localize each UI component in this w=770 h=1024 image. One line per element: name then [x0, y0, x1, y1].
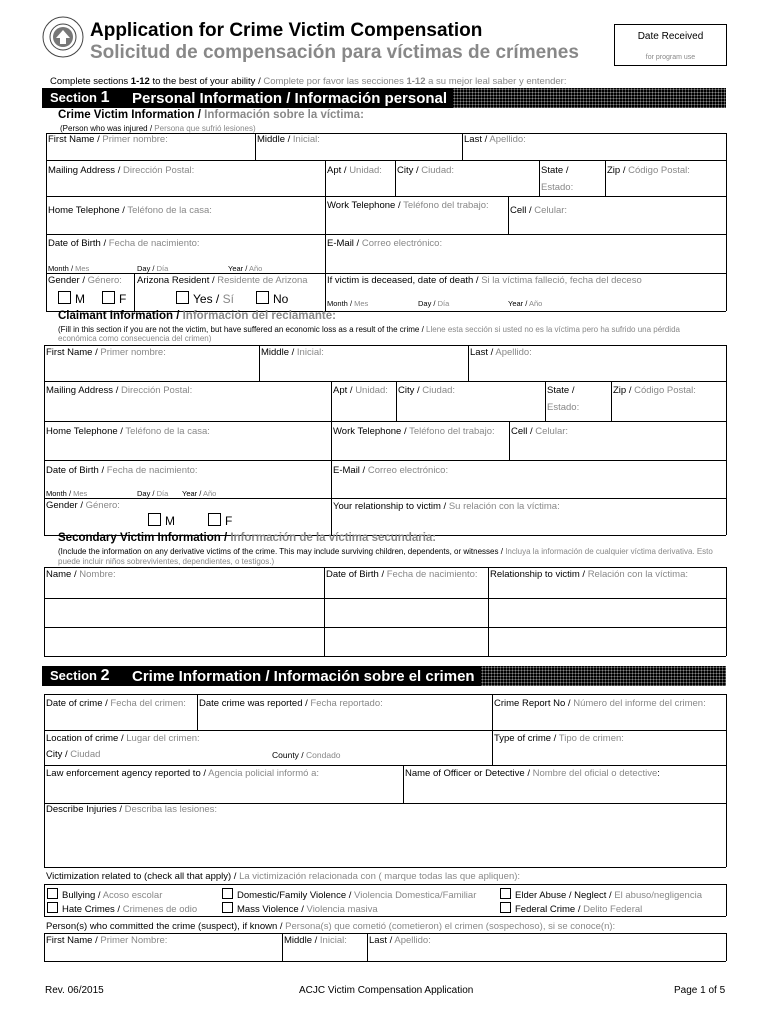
- claimant-middle-field[interactable]: Middle / Inicial:: [261, 347, 324, 358]
- claimant-gender-f-checkbox[interactable]: F: [208, 513, 232, 528]
- program-use-label: for program use: [645, 54, 696, 61]
- federal-crime-checkbox[interactable]: Federal Crime / Delito Federal: [500, 902, 642, 915]
- city-field[interactable]: City / Ciudad:: [397, 165, 455, 176]
- law-enforcement-agency-field[interactable]: Law enforcement agency reported to / Agencia policial informó a:: [46, 768, 320, 779]
- type-of-crime-field[interactable]: Type of crime / Tipo de crimen:: [494, 733, 624, 744]
- dob-day-label: Day / Día: [137, 264, 169, 273]
- work-telephone-field[interactable]: Work Telephone / Teléfono del trabajo:: [327, 200, 489, 211]
- claimant-note: (Fill in this section if you are not the victim, but have suffered an economic loss as a result of the crime / Llene esta sección si usted no es la víctima pero ha sufrido una pérdida económica como consecuencia del crimen): [58, 325, 680, 343]
- claimant-zip-field[interactable]: Zip / Código Postal:: [613, 385, 696, 396]
- domestic-violence-checkbox[interactable]: Domestic/Family Violence / Violencia Domestica/Familiar: [222, 888, 476, 901]
- middle-field[interactable]: Middle / Inicial:: [257, 134, 320, 145]
- victim-note: (Person who was injured / Persona que sufrió lesiones): [60, 124, 256, 133]
- footer-page-number: Page 1 of 5: [674, 985, 726, 996]
- date-of-crime-field[interactable]: Date of crime / Fecha del crimen:: [46, 698, 186, 709]
- secondary-dob-field[interactable]: Date of Birth / Fecha de nacimiento:: [326, 569, 478, 580]
- dob-month-label: Month / Mes: [48, 264, 90, 273]
- suspect-label: Person(s) who committed the crime (suspect), if known / Persona(s) que cometió (cometieron) el crimen (sospechoso), si se conoce(n):: [46, 921, 616, 932]
- claimant-email-field[interactable]: E-Mail / Correo electrónico:: [333, 465, 449, 476]
- date-received-box[interactable]: [614, 24, 727, 66]
- victim-heading: Crime Victim Information / Información sobre la víctima:: [58, 109, 364, 121]
- elder-abuse-checkbox[interactable]: Elder Abuse / Neglect / El abuso/negligencia: [500, 888, 702, 901]
- claimant-apt-field[interactable]: Apt / Unidad:: [333, 385, 388, 396]
- cell-field[interactable]: Cell / Celular:: [510, 205, 568, 216]
- home-telephone-field[interactable]: Home Telephone / Teléfono de la casa:: [48, 205, 212, 216]
- section-1-title: Personal Information / Información personal: [132, 89, 448, 107]
- claimant-gender-m-checkbox[interactable]: M: [148, 513, 175, 528]
- claimant-city-field[interactable]: City / Ciudad:: [398, 385, 456, 396]
- claimant-dob-field[interactable]: Date of Birth / Fecha de nacimiento:: [46, 465, 198, 476]
- crime-report-no-field[interactable]: Crime Report No / Número del informe del crimen:: [494, 698, 706, 709]
- state-field[interactable]: State /: [541, 165, 569, 176]
- footer-title: ACJC Victim Compensation Application: [299, 985, 474, 996]
- claimant-home-tel-field[interactable]: Home Telephone / Teléfono de la casa:: [46, 426, 210, 437]
- crime-city-field[interactable]: City / Ciudad: [46, 749, 101, 760]
- suspect-last-field[interactable]: Last / Apellido:: [369, 935, 431, 946]
- victimization-label: Victimization related to (check all that apply) / La victimización relacionada con ( marque todas las que apliquen):: [46, 871, 521, 882]
- claimant-state-field[interactable]: State /: [547, 385, 575, 396]
- title-es: Solicitud de compensación para víctimas de crímenes: [90, 42, 579, 63]
- gender-m-checkbox[interactable]: M: [58, 291, 85, 306]
- mass-violence-checkbox[interactable]: Mass Violence / Violencia masiva: [222, 902, 378, 915]
- location-of-crime-field[interactable]: Location of crime / Lugar del crimen:: [46, 733, 200, 744]
- dob-field[interactable]: Date of Birth / Fecha de nacimiento:: [48, 238, 200, 249]
- secondary-name-field[interactable]: Name / Nombre:: [46, 569, 116, 580]
- last-field[interactable]: Last / Apellido:: [464, 134, 526, 145]
- secondary-note: (Include the information on any derivative victims of the crime. This may include surviving children, dependents, or witnesses / Incluya la información de cualquier víctima derivativa. Esto puede incluir niños sobrevivientes, dependientes, o testigos.): [58, 547, 713, 566]
- claimant-dob-day-label: Day / Día: [137, 489, 169, 498]
- dob-year-label: Year / Año: [228, 264, 263, 273]
- apt-field[interactable]: Apt / Unidad:: [327, 165, 382, 176]
- date-reported-field[interactable]: Date crime was reported / Fecha reportado:: [199, 698, 383, 709]
- title-en: Application for Crime Victim Compensation: [90, 20, 483, 41]
- death-year-label: Year / Año: [508, 299, 543, 308]
- claimant-gender-label: Gender / Género:: [46, 500, 120, 511]
- gender-f-checkbox[interactable]: F: [102, 291, 126, 306]
- footer-revision: Rev. 06/2015: [45, 985, 104, 996]
- section-2-title: Crime Information / Información sobre el crimen: [132, 667, 475, 685]
- gender-label: Gender / Género:: [48, 275, 122, 286]
- secondary-heading: Secondary Victim Information / Información de la víctima secundaria:: [58, 532, 437, 544]
- instructions: Complete sections 1-12 to the best of your ability / Complete por favor las secciones 1-12 a su mejor leal saber y entender:: [50, 76, 567, 87]
- az-resident-no-checkbox[interactable]: No: [256, 291, 288, 306]
- suspect-middle-field[interactable]: Middle / Inicial:: [284, 935, 347, 946]
- bullying-checkbox[interactable]: Bullying / Acoso escolar: [47, 888, 162, 901]
- seal-logo: [42, 16, 84, 58]
- claimant-last-field[interactable]: Last / Apellido:: [470, 347, 532, 358]
- secondary-relationship-field[interactable]: Relationship to victim / Relación con la víctima:: [490, 569, 689, 580]
- section-1-header: Section 1 Personal Information / Información personal: [42, 88, 726, 108]
- relationship-field[interactable]: Your relationship to victim / Su relación con la víctima:: [333, 501, 560, 512]
- mailing-address-field[interactable]: Mailing Address / Dirección Postal:: [48, 165, 195, 176]
- crime-county-field[interactable]: County / Condado: [272, 750, 341, 760]
- state-field-es: Estado:: [541, 182, 574, 193]
- claimant-work-tel-field[interactable]: Work Telephone / Teléfono del trabajo:: [333, 426, 495, 437]
- claimant-dob-year-label: Year / Año: [182, 489, 217, 498]
- hate-crimes-checkbox[interactable]: Hate Crimes / Crimenes de odio: [47, 902, 197, 915]
- claimant-dob-month-label: Month / Mes: [46, 489, 88, 498]
- claimant-state-es: Estado:: [547, 402, 580, 413]
- suspect-first-name-field[interactable]: First Name / Primer Nombre:: [46, 935, 168, 946]
- officer-name-field[interactable]: Name of Officer or Detective / Nombre del oficial o detective:: [405, 768, 660, 779]
- email-field[interactable]: E-Mail / Correo electrónico:: [327, 238, 443, 249]
- az-resident-label: Arizona Resident / Residente de Arizona: [137, 275, 308, 286]
- az-resident-yes-checkbox[interactable]: Yes / Sí: [176, 291, 234, 306]
- date-of-death-field[interactable]: If victim is deceased, date of death / Si la víctima falleció, fecha del deceso: [327, 275, 642, 286]
- date-received-label: Date Received: [637, 31, 704, 42]
- claimant-mailing-field[interactable]: Mailing Address / Dirección Postal:: [46, 385, 193, 396]
- claimant-cell-field[interactable]: Cell / Celular:: [511, 426, 569, 437]
- claimant-first-name-field[interactable]: First Name / Primer nombre:: [46, 347, 166, 358]
- claimant-heading: Claimant Information / Información del reclamante:: [58, 310, 336, 322]
- section-2-header: Section 2 Crime Information / Información sobre el crimen: [42, 666, 726, 686]
- zip-field[interactable]: Zip / Código Postal:: [607, 165, 690, 176]
- death-month-label: Month / Mes: [327, 299, 369, 308]
- first-name-field[interactable]: First Name / Primer nombre:: [48, 134, 168, 145]
- describe-injuries-field[interactable]: Describe Injuries / Describa las lesiones:: [46, 804, 218, 815]
- death-day-label: Day / Día: [418, 299, 450, 308]
